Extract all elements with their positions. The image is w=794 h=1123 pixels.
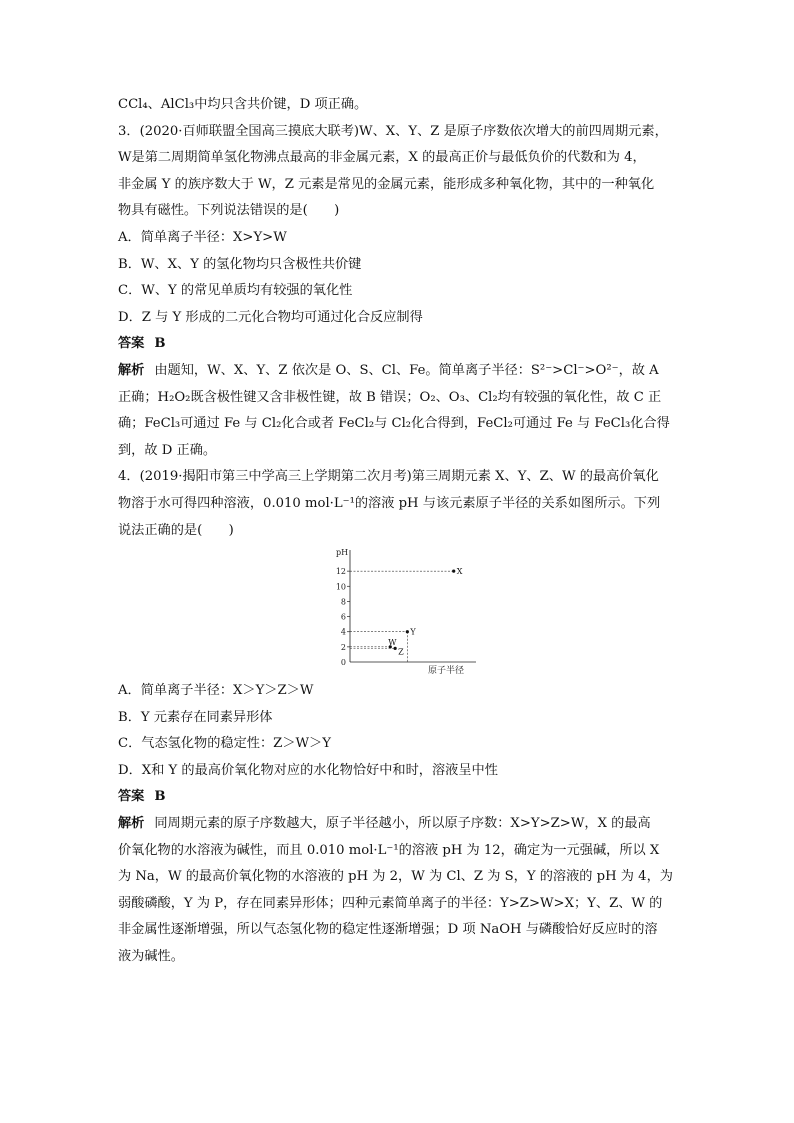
q4-analysis-line: 为 Na，W 的最高价氧化物的水溶液的 pH 为 2，W 为 Cl、Z 为 S，Y 的溶液的 pH 为 4，为	[118, 869, 673, 885]
y-tick-label: 8	[340, 597, 346, 607]
q4-stem-line: 4．(2019·揭阳市第三中学高三上学期第二次月考)第三周期元素 X、Y、Z、W 的最高价氧化	[118, 469, 659, 485]
q3-option-c: C．W、Y 的常见单质均有较强的氧化性	[118, 283, 353, 299]
answer-value: B	[154, 789, 166, 805]
y-tick-label: 4	[340, 627, 346, 637]
point-label-W: W	[388, 637, 397, 647]
q3-stem-line: 物具有磁性。下列说法错误的是( )	[118, 203, 340, 219]
q3-option-b: B．W、X、Y 的氢化物均只含极性共价键	[118, 256, 362, 272]
q3-stem-line: 非金属 Y 的族序数大于 W，Z 元素是常见的金属元素，能形成多种氧化物，其中的一种氧化	[118, 176, 655, 192]
point-label-Y: Y	[410, 627, 416, 637]
q4-option-a: A．简单离子半径：X＞Y＞Z＞W	[118, 683, 314, 699]
answer-value: B	[154, 336, 166, 352]
q4-option-c: C．气态氢化物的稳定性：Z＞W＞Y	[118, 736, 331, 752]
data-point-Y	[406, 630, 409, 633]
q4-answer	[118, 784, 678, 811]
q3-analysis-line: 确；FeCl₃可通过 Fe 与 Cl₂化合或者 FeCl₂与 Cl₂化合得到，FeCl₂可通过 Fe 与 FeCl₃化合得	[118, 416, 670, 432]
carry-over-line: CCl₄、AlCl₃中均只含共价键，D 项正确。	[118, 97, 368, 112]
q4-stem-line: 物溶于水可得四种溶液，0.010 mol·L⁻¹的溶液 pH 与该元素原子半径的关系如图所示。下列	[118, 495, 661, 511]
data-point-X	[452, 570, 455, 573]
q3-analysis-line: 正确；H₂O₂既含极性键又含非极性键，故 B 错误；O₂、O₃、Cl₂均有较强的氧化性，故 C 正	[118, 389, 662, 405]
answer-label: 答案	[118, 789, 145, 805]
answer-label: 答案	[118, 336, 145, 352]
analysis-label: 解析	[118, 362, 145, 378]
ph-radius-chart	[330, 546, 480, 674]
q3-analysis-line	[118, 358, 678, 385]
q3-stem-line: W是第二周期简单氢化物沸点最高的非金属元素，X 的最高正价与最低负价的代数和为 4，	[118, 150, 646, 166]
q3-analysis-line: 到，故 D 正确。	[118, 442, 217, 458]
analysis-text: 同周期元素的原子序数越大，原子半径越小，所以原子序数：X>Y>Z>W，X 的最高	[154, 816, 651, 832]
q4-option-b: B．Y 元素存在同素异形体	[118, 709, 273, 725]
y-tick-label: 12	[335, 567, 346, 577]
q3-option-a: A．简单离子半径：X>Y>W	[118, 229, 287, 245]
q4-stem-line: 说法正确的是( )	[118, 522, 234, 538]
q4-analysis-line: 弱酸磷酸，Y 为 P，存在同素异形体；四种元素简单离子的半径：Y>Z>W>X；Y、Z、W 的	[118, 895, 663, 911]
y-tick-label: 6	[340, 612, 346, 622]
q4-analysis-line	[118, 811, 678, 838]
q4-analysis-line: 价氧化物的水溶液为碱性，而且 0.010 mol·L⁻¹的溶液 pH 为 12，确定为一元强碱，所以 X	[118, 842, 660, 858]
y-tick-label: 10	[335, 582, 346, 592]
y-axis-label: pH	[336, 548, 349, 558]
point-label-Z: Z	[398, 647, 404, 657]
q3-option-d: D．Z 与 Y 形成的二元化合物均可通过化合反应制得	[118, 309, 423, 325]
data-point-Z	[394, 647, 397, 650]
document-page	[118, 92, 678, 971]
q4-analysis-line: 非金属性逐渐增强，所以气态氢化物的稳定性逐渐增强；D 项 NaOH 与磷酸恰好反应时的溶	[118, 922, 658, 938]
analysis-text: 由题知，W、X、Y、Z 依次是 O、S、Cl、Fe。简单离子半径：S²⁻>Cl⁻>O²⁻，故 A	[154, 362, 659, 378]
q4-analysis-line: 液为碱性。	[118, 949, 184, 965]
y-tick-label: 0	[340, 658, 346, 668]
y-tick-label: 2	[340, 642, 346, 652]
analysis-label: 解析	[118, 816, 145, 832]
x-axis-label: 原子半径	[428, 666, 465, 675]
point-label-X: X	[456, 567, 463, 577]
q3-stem-line: 3．(2020·百师联盟全国高三摸底大联考)W、X、Y、Z 是原子序数依次增大的前四周期元素，	[118, 123, 668, 139]
q3-answer	[118, 331, 678, 358]
ph-radius-figure	[118, 544, 678, 678]
q4-option-d: D．X和 Y 的最高价氧化物对应的水化物恰好中和时，溶液呈中性	[118, 762, 498, 778]
